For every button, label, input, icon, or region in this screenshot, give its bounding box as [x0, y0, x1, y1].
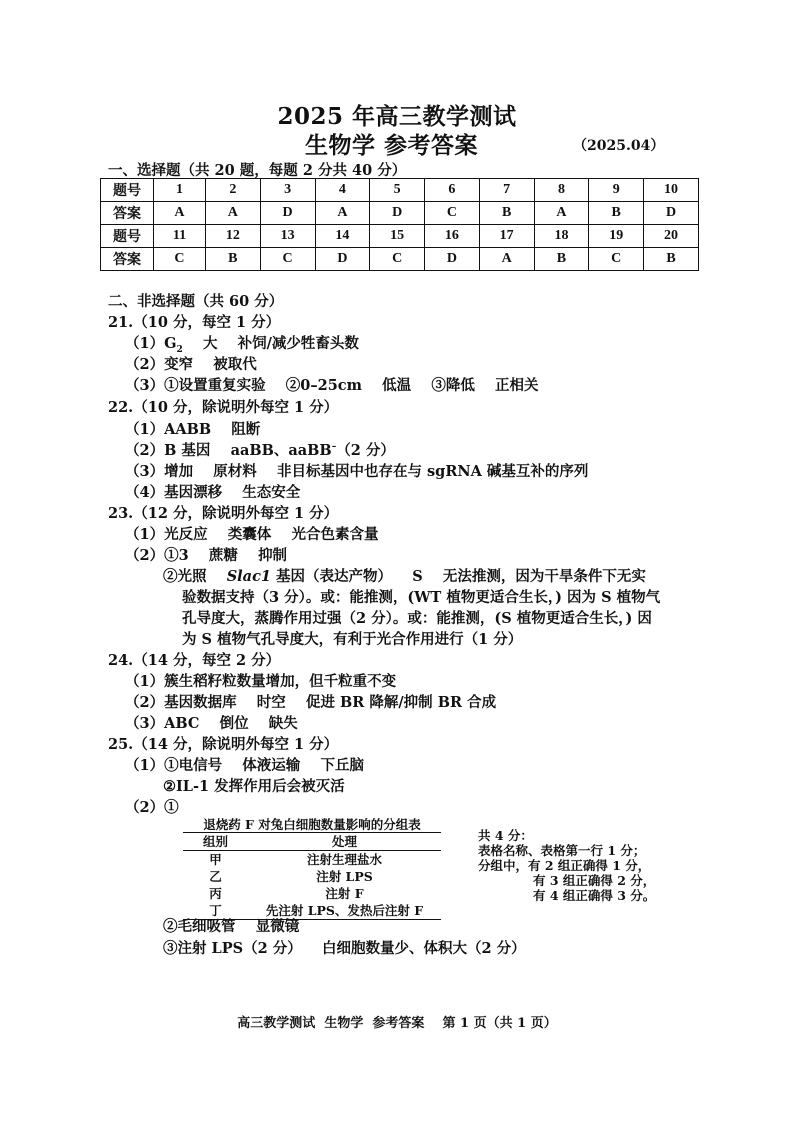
answer-table-cell: 5: [370, 179, 425, 202]
answer-table-cell: C: [154, 248, 206, 271]
q25-line4: ②毛细吸管 显微镜: [163, 918, 300, 935]
q23-line3: ②光照 Slac1 基因（表达产物） S 无法推测，因为干旱条件下无实: [163, 568, 646, 585]
q23-title: 23.（12 分，除说明外每空 1 分）: [108, 505, 339, 522]
answer-table-cell: 12: [205, 225, 260, 248]
answer-table: [100, 178, 699, 271]
q22-line2: （2）B 基因 aaBB、aaBB–（2 分）: [125, 442, 395, 459]
answer-table-cell: 1: [154, 179, 206, 202]
group-treatment: 注射 LPS: [316, 869, 373, 884]
answer-table-cell: 10: [644, 179, 699, 202]
group-label: 丁: [209, 903, 222, 918]
answer-table-row: [101, 225, 699, 248]
answer-table-cell: 3: [260, 179, 315, 202]
q25-line5: ③注射 LPS（2 分） 白细胞数量少、体积大（2 分）: [163, 940, 526, 957]
answer-table-cell: 4: [315, 179, 370, 202]
q21-title: 21.（10 分，每空 1 分）: [108, 314, 281, 331]
q22-title: 22.（10 分，除说明外每空 1 分）: [108, 399, 339, 416]
answer-table-cell: B: [205, 248, 260, 271]
answer-table-cell: D: [425, 248, 480, 271]
answer-table-row-header: 题号: [101, 179, 154, 202]
scoring-note-line: 表格名称、表格第一行 1 分；: [478, 843, 646, 858]
answer-table-cell: C: [589, 248, 644, 271]
answer-table-cell: C: [370, 248, 425, 271]
q23-line4: 验数据支持（3 分）。或：能推测，(WT 植物更适合生长，) 因为 S 植物气: [182, 589, 661, 606]
q25-title: 25.（14 分，除说明外每空 1 分）: [108, 736, 339, 753]
answer-table-cell: B: [534, 248, 589, 271]
answer-table-cell: D: [315, 248, 370, 271]
grouping-table: [183, 815, 441, 920]
grouping-table-row: [183, 868, 441, 885]
answer-table-cell: 17: [479, 225, 534, 248]
answer-table-cell: 13: [260, 225, 315, 248]
q25-line2: ②IL-1 发挥作用后会被灭活: [163, 778, 345, 795]
title-line2: 生物学 参考答案: [305, 132, 479, 159]
q25-line3: （2）①: [125, 799, 179, 816]
answer-table-cell: D: [370, 202, 425, 225]
answer-table-cell: 18: [534, 225, 589, 248]
answer-table-cell: B: [479, 202, 534, 225]
q22-line4: （4）基因漂移 生态安全: [125, 484, 301, 501]
answer-table-cell: 11: [154, 225, 206, 248]
answer-table-cell: 16: [425, 225, 480, 248]
q24-line1: （1）簇生稻籽粒数量增加，但千粒重不变: [125, 673, 397, 690]
q23-line2: （2）①3 蔗糖 抑制: [125, 547, 288, 564]
answer-table-row-header: 答案: [101, 202, 154, 225]
q24-line2: （2）基因数据库 时空 促进 BR 降解/抑制 BR 合成: [125, 694, 497, 711]
answer-table-row: [101, 248, 699, 271]
scoring-note-line: 分组中，有 2 组正确得 1 分，: [478, 858, 651, 873]
group-label: 甲: [209, 852, 222, 867]
group-treatment: 注射生理盐水: [306, 852, 382, 867]
grouping-table-row: [183, 851, 441, 868]
answer-table-row-header: 题号: [101, 225, 154, 248]
grouping-table-row: [183, 885, 441, 902]
answer-table-cell: B: [644, 248, 699, 271]
grouping-table-caption: 退烧药 F 对兔白细胞数量影响的分组表: [203, 817, 421, 832]
q22-line1: （1）AABB 阻断: [125, 421, 261, 438]
answer-table-cell: 7: [479, 179, 534, 202]
grouping-table-header: 组别 处理: [202, 834, 357, 849]
group-label: 丙: [209, 886, 222, 901]
answer-table-cell: 20: [644, 225, 699, 248]
scoring-note-line: 有 4 组正确得 3 分。: [533, 888, 656, 903]
answer-table-cell: 6: [425, 179, 480, 202]
answer-table-cell: 15: [370, 225, 425, 248]
q23-line1: （1）光反应 类囊体 光合色素含量: [125, 526, 379, 543]
title-line1: 2025 年高三教学测试: [277, 103, 517, 130]
scoring-note-line: 共 4 分：: [478, 828, 533, 843]
answer-table-cell: D: [260, 202, 315, 225]
q21-line1: $(1)G_2$ 大 补饲/减少牲畜头数: [125, 335, 359, 355]
q22-line3: （3）增加 原材料 非目标基因中也存在与 sgRNA 碱基互补的序列: [125, 463, 589, 480]
section2-heading: 二、非选择题（共 60 分）: [108, 293, 284, 310]
answer-table-cell: 9: [589, 179, 644, 202]
q23-line5: 孔导度大，蒸腾作用过强（2 分）。或：能推测，(S 植物更适合生长，) 因: [182, 610, 652, 627]
exam-date: （2025.04）: [573, 138, 665, 154]
answer-table-row-header: 答案: [101, 248, 154, 271]
answer-table-cell: A: [534, 202, 589, 225]
answer-table-cell: 19: [589, 225, 644, 248]
group-treatment: 先注射 LPS、发热后注射 F: [265, 903, 424, 918]
answer-table-cell: A: [315, 202, 370, 225]
answer-table-cell: A: [205, 202, 260, 225]
scoring-note-line: 有 3 组正确得 2 分，: [533, 873, 656, 888]
answer-table-cell: 2: [205, 179, 260, 202]
group-treatment: 注射 F: [325, 886, 364, 901]
answer-table-row: [101, 202, 699, 225]
group-label: 乙: [209, 869, 222, 884]
answer-table-cell: C: [425, 202, 480, 225]
q24-line3: （3）ABC 倒位 缺失: [125, 715, 298, 732]
section1-heading: 一、选择题（共 20 题，每题 2 分共 40 分）: [108, 162, 407, 179]
answer-table-cell: A: [154, 202, 206, 225]
answer-table-cell: B: [589, 202, 644, 225]
answer-table-cell: D: [644, 202, 699, 225]
answer-table-cell: A: [479, 248, 534, 271]
q25-line1: （1）①电信号 体液运输 下丘脑: [125, 757, 364, 774]
answer-table-cell: 14: [315, 225, 370, 248]
answer-table-cell: C: [260, 248, 315, 271]
q21-line3: （3）①设置重复实验 ②0–25cm 低温 ③降低 正相关: [125, 377, 539, 394]
q23-line6: 为 S 植物气孔导度大，有利于光合作用进行（1 分）: [182, 631, 523, 648]
answer-table-cell: 8: [534, 179, 589, 202]
q21-line2: （2）变窄 被取代: [125, 356, 257, 373]
answer-table-row: [101, 179, 699, 202]
page-footer: 高三教学测试 生物学 参考答案 第 1 页（共 1 页）: [237, 1016, 557, 1031]
q24-title: 24.（14 分，每空 2 分）: [108, 652, 281, 669]
